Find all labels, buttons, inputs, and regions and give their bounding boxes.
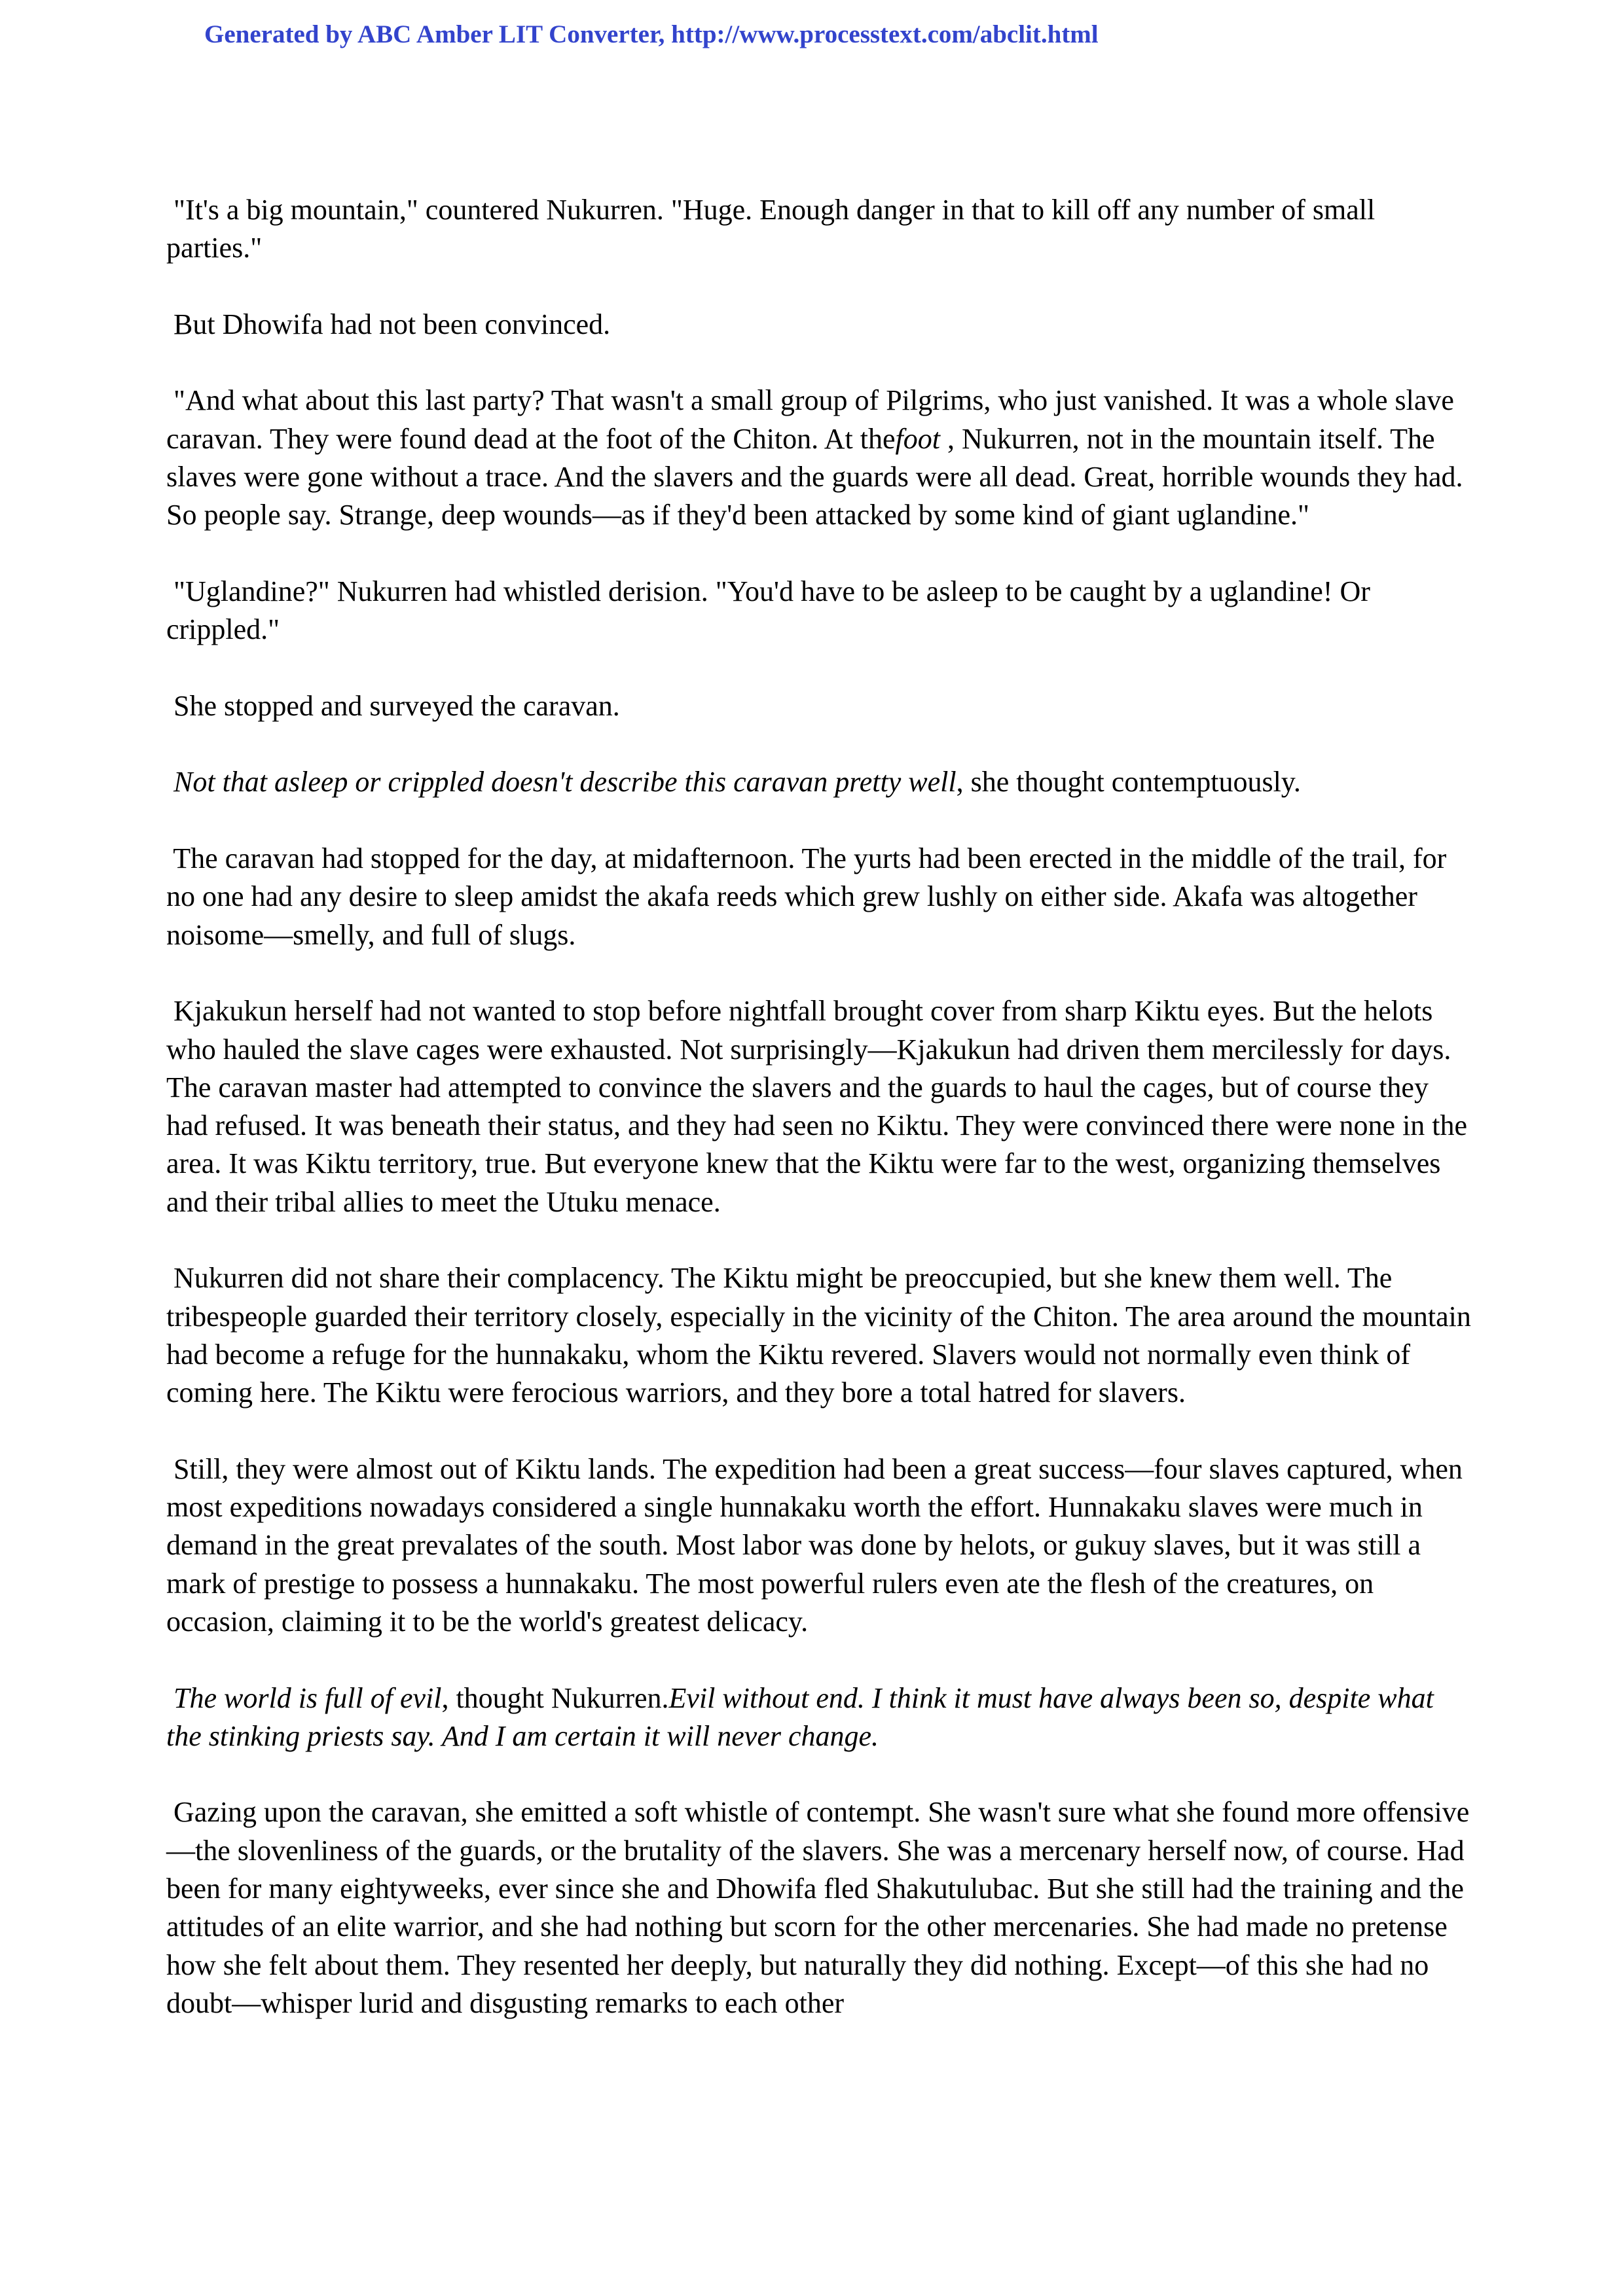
paragraph: [166, 1679, 1476, 1756]
paragraph-text: , Nukurren, not in the mountain itself. The slaves were gone without a trace. And the slavers and the guards were all dead. Great, horrible wounds they had. So people say. Strange, deep wounds—as if they'd been attacked by some kind of giant uglandine.": [166, 422, 1463, 531]
paragraph-text: "It's a big mountain," countered Nukurren. "Huge. Enough danger in that to kill off any number of small parties.": [166, 194, 1376, 264]
paragraph: [166, 382, 1476, 534]
paragraph: [166, 1259, 1476, 1412]
paragraph: [166, 687, 1476, 725]
emphasis-text: foot: [895, 422, 940, 455]
paragraph-text: , she thought contemptuously.: [956, 766, 1301, 798]
paragraph: [166, 306, 1476, 344]
paragraph-text: Nukurren did not share their complacency. The Kiktu might be preoccupied, but she knew them well. The tribespeople guarded their territory closely, especially in the vicinity of the Chiton. The area around the mountain had become a refuge for the hunnakaku, whom the Kiktu revered. Slavers would not normally even think of coming here. The Kiktu were ferocious warriors, and they bore a total hatred for slavers.: [166, 1262, 1471, 1409]
paragraph-text: Still, they were almost out of Kiktu lands. The expedition had been a great success—four slaves captured, when most expeditions nowadays considered a single hunnakaku worth the effort. Hunnakaku slaves were much in demand in the great prevalates of the south. Most labor was done by helots, or gukuy slaves, but it was still a mark of prestige to possess a hunnakaku. The most powerful rulers even ate the flesh of the creatures, on occasion, claiming it to be the world's greatest delicacy.: [166, 1452, 1463, 1638]
paragraph-text: The caravan had stopped for the day, at midafternoon. The yurts had been erected in the middle of the trail, for no one had any desire to sleep amidst the akafa reeds which grew lushly on either side. Akafa was altogether noisome—smelly, and full of slugs.: [166, 842, 1447, 951]
emphasis-text: Not that asleep or crippled doesn't describe this caravan pretty well: [173, 766, 957, 798]
paragraph: [166, 1450, 1476, 1641]
emphasis-text: The world is full of evil: [173, 1681, 442, 1714]
emphasis-text: Evil without end. I think it must have always been so, despite what the stinking priests say. And I am certain it will never change.: [166, 1681, 1434, 1752]
paragraph: [166, 191, 1476, 268]
paragraph: [166, 992, 1476, 1221]
paragraph-text: Kjakukun herself had not wanted to stop before nightfall brought cover from sharp Kiktu eyes. But the helots who hauled the slave cages were exhausted. Not surprisingly—Kjakukun had driven them mercilessly for days. The caravan master had attempted to convince the slavers and the guards to haul the cages, but of course they had refused. It was beneath their status, and they had seen no Kiktu. They were convinced there were none in the area. It was Kiktu territory, true. But everyone knew that the Kiktu were far to the west, organizing themselves and their tribal allies to meet the Utuku menace.: [166, 995, 1468, 1218]
paragraph: [166, 840, 1476, 954]
document-body: [166, 191, 1476, 2022]
paragraph-text: "And what about this last party? That wasn't a small group of Pilgrims, who just vanished. It was a whole slave caravan. They were found dead at the foot of the Chiton. At the: [166, 384, 1454, 455]
paragraph: [166, 573, 1476, 649]
paragraph-text: , thought Nukurren.: [441, 1681, 669, 1714]
paragraph-text: "Uglandine?" Nukurren had whistled derision. "You'd have to be asleep to be caught by a uglandine! Or crippled.": [166, 575, 1370, 646]
paragraph-text: She stopped and surveyed the caravan.: [173, 689, 620, 722]
paragraph: [166, 1793, 1476, 2022]
paragraph: [166, 763, 1476, 801]
paragraph-text: Gazing upon the caravan, she emitted a soft whistle of contempt. She wasn't sure what she found more offensive—the slovenliness of the guards, or the brutality of the slavers. She was a mercenary herself now, of course. Had been for many eightyweeks, ever since she and Dhowifa fled Shakutulubac. But she still had the training and the attitudes of an elite warrior, and she had nothing but scorn for the other mercenaries. She had made no pretense how she felt about them. They resented her deeply, but naturally they did nothing. Except—of this she had no doubt—whisper lurid and disgusting remarks to each other: [166, 1796, 1470, 2019]
converter-banner: Generated by ABC Amber LIT Converter, http://www.processtext.com/abclit.html: [204, 20, 1099, 48]
paragraph-text: But Dhowifa had not been convinced.: [173, 308, 611, 340]
